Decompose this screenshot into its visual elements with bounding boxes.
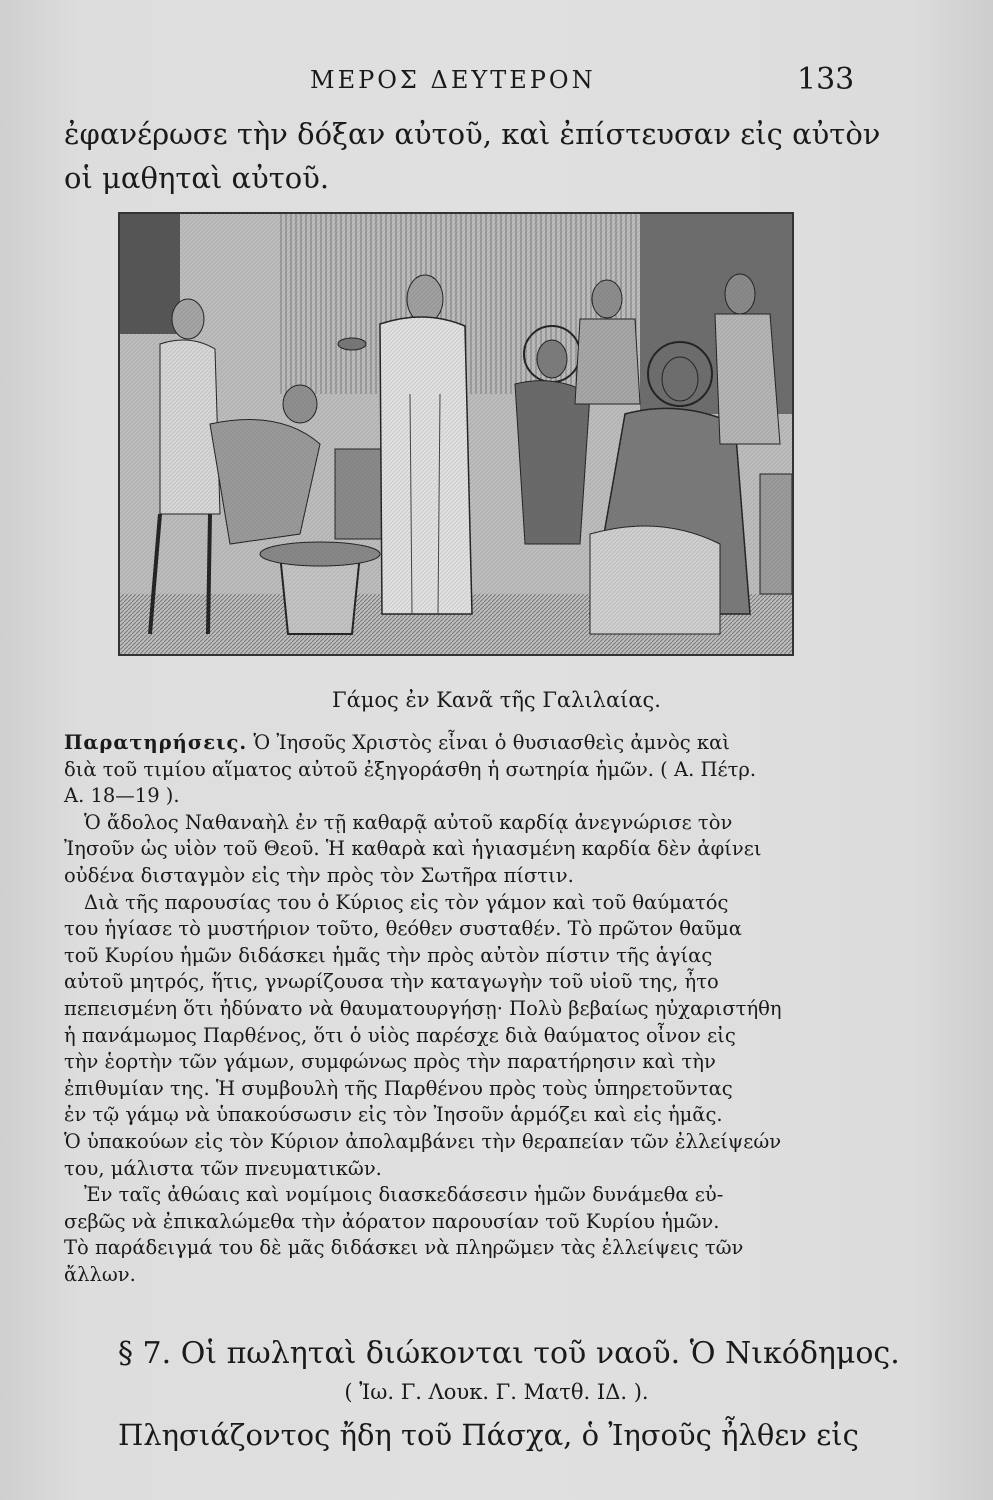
- text-line: ἐπιθυμίαν της. Ἡ συμβουλὴ τῆς Παρθένου πρὸς τοὺς ὑπηρετοῦντας: [64, 1076, 733, 1100]
- text-line: Α. 18—19 ).: [64, 784, 180, 808]
- section-references: ( Ἰω. Γ. Λουκ. Γ. Ματθ. ΙΔ. ).: [344, 1380, 649, 1404]
- page-number: 133: [797, 62, 855, 97]
- notes-first-line: Ὁ Ἰησοῦς Χριστὸς εἶναι ὁ θυσιασθεὶς ἀμνὸς καὶ: [253, 731, 730, 754]
- text-line: τὴν ἑορτὴν τῶν γάμων, συμφώνως πρὸς τὴν παρατήρησιν καὶ τὴν: [64, 1050, 716, 1074]
- text-line: πεπεισμένη ὅτι ἠδύνατο νὰ θαυματουργήσῃ· Πολὺ βεβαίως ηὐχαριστήθη: [64, 996, 782, 1020]
- text-line: Τὸ παράδειγμά του δὲ μᾶς διδάσκει νὰ πληρῶμεν τὰς ἐλλείψεις τῶν: [64, 1236, 744, 1260]
- text-line: ἐφανέρωσε τὴν δόξαν αὐτοῦ, καὶ ἐπίστευσαν εἰς αὐτὸν: [64, 117, 881, 151]
- text-line: ἄλλων.: [64, 1262, 136, 1286]
- text-line: διὰ τοῦ τιμίου αἵματος αὐτοῦ ἐξηγοράσθη ἡ σωτηρία ἡμῶν. ( Α. Πέτρ.: [64, 757, 757, 781]
- text-line: τοῦ Κυρίου ἡμῶν διδάσκει ἡμᾶς τὴν πρὸς αὐτὸν πίστιν τῆς ἁγίας: [64, 943, 713, 967]
- text-line: ἡ πανάμωμος Παρθένος, ὅτι ὁ υἱὸς παρέσχε διὰ θαύματος οἶνον εἰς: [64, 1023, 736, 1047]
- notes-paragraphs: [64, 730, 874, 1288]
- text-line: αὐτοῦ μητρός, ἥτις, γνωρίζουσα τὴν καταγωγὴν τοῦ υἱοῦ της, ἦτο: [64, 970, 719, 994]
- running-head: [0, 62, 993, 102]
- figure-caption: Γάμος ἐν Κανᾶ τῆς Γαλιλαίας.: [332, 688, 661, 712]
- text-line: του ἡγίασε τὸ μυστήριον τοῦτο, θεόθεν συσταθέν. Τὸ πρῶτον θαῦμα: [64, 917, 742, 941]
- intro-paragraph: [64, 112, 881, 200]
- section-first-line: Πλησιάζοντος ἤδη τοῦ Πάσχα, ὁ Ἰησοῦς ἦλθεν εἰς: [118, 1418, 859, 1452]
- text-line: Ἐν ταῖς ἀθώαις καὶ νομίμοις διασκεδάσεσιν ἡμῶν δυνάμεθα εὐ-: [84, 1183, 724, 1207]
- text-line: του, μάλιστα τῶν πνευματικῶν.: [64, 1156, 382, 1180]
- text-line: Ἰησοῦν ὡς υἱὸν τοῦ Θεοῦ. Ἡ καθαρὰ καὶ ἡγιασμένη καρδία δὲν ἀφίνει: [64, 837, 762, 861]
- text-line: Ὁ ὑπακούων εἰς τὸν Κύριον ἀπολαμβάνει τὴν θεραπείαν τῶν ἐλλείψεών: [64, 1129, 782, 1153]
- text-line: Διὰ τῆς παρουσίας του ὁ Κύριος εἰς τὸν γάμον καὶ τοῦ θαύματός: [84, 890, 729, 914]
- text-line: Ὁ ἄδολος Ναθαναὴλ ἐν τῇ καθαρᾷ αὐτοῦ καρδίᾳ ἀνεγνώρισε τὸν: [84, 810, 733, 834]
- notes-label: Παρατηρήσεις.: [64, 731, 248, 754]
- running-title: ΜΕΡΟΣ ΔΕΥΤΕΡΟΝ: [310, 66, 596, 94]
- section-heading: § 7. Οἱ πωληταὶ διώκονται τοῦ ναοῦ. Ὁ Νικόδημος.: [118, 1336, 900, 1371]
- text-line: ἐν τῷ γάμῳ νὰ ὑπακούσωσιν εἰς τὸν Ἰησοῦν ἁρμόζει καὶ εἰς ἡμᾶς.: [64, 1103, 723, 1127]
- text-line: οἱ μαθηταὶ αὐτοῦ.: [64, 161, 330, 195]
- text-line: [64, 730, 874, 757]
- text-line: σεβῶς νὰ ἐπικαλώμεθα τὴν ἀόρατον παρουσίαν τοῦ Κυρίου ἡμῶν.: [64, 1209, 720, 1233]
- engraving-illustration: [120, 214, 792, 654]
- engraving-wedding-at-cana: [118, 212, 794, 656]
- text-line: οὐδένα δισταγμὸν εἰς τὴν πρὸς τὸν Σωτῆρα πίστιν.: [64, 863, 574, 887]
